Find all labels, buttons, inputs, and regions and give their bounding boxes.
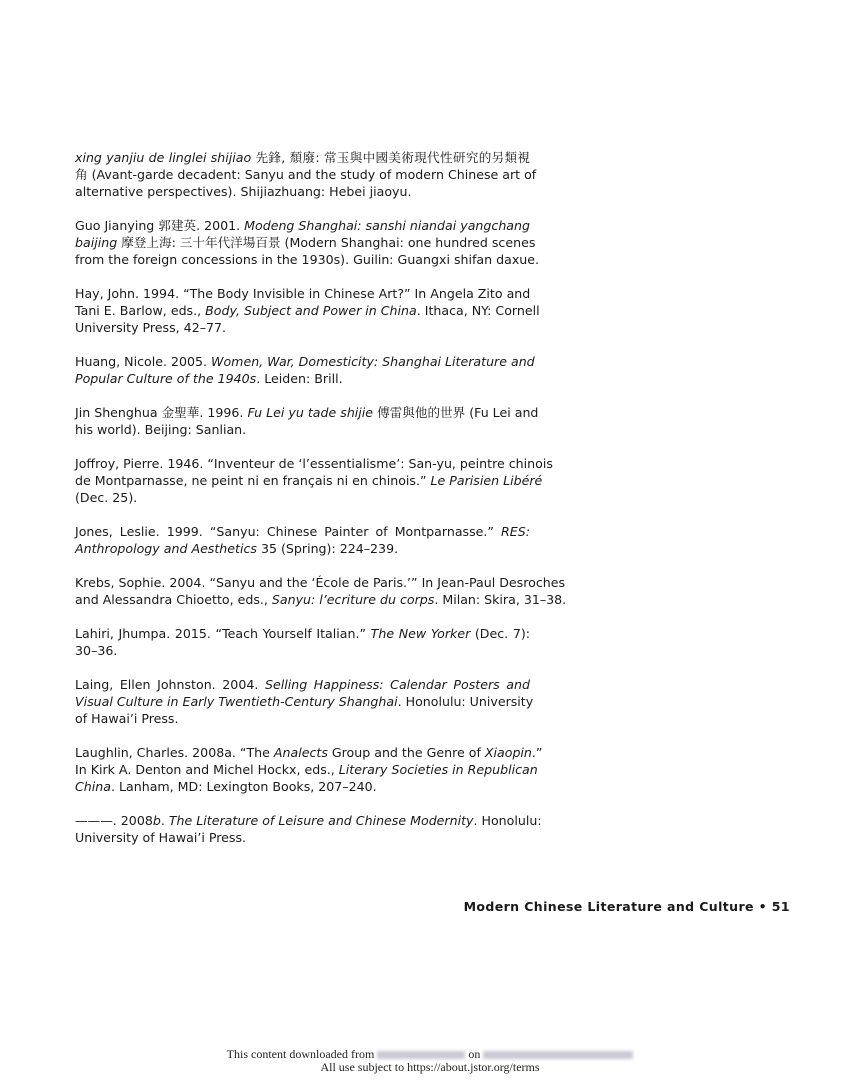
reference-line	[75, 404, 539, 421]
reference-line	[75, 642, 530, 659]
italic-title-text: baijing	[75, 235, 122, 250]
reference-text: de Montparnasse, ne peint ni en français ni en chinois.”	[75, 473, 431, 488]
reference-line	[75, 829, 530, 846]
italic-title-text: Analects	[273, 745, 328, 760]
reference-text: .”	[531, 745, 543, 760]
reference-line	[75, 285, 530, 302]
reference-line	[75, 353, 535, 370]
reference-line	[75, 710, 530, 727]
reference-text: Huang, Nicole. 2005.	[75, 354, 212, 369]
reference-text: . Honolulu: University	[397, 694, 534, 709]
italic-title-text: Modeng Shanghai: sanshi niandai yangchang	[244, 218, 530, 233]
reference-line	[75, 523, 530, 540]
reference-text: 傅雷與他的世界 (Fu Lei and	[373, 405, 539, 420]
reference-entry	[75, 625, 530, 659]
italic-title-text: Anthropology and Aesthetics	[75, 541, 257, 556]
reference-text: 摩登上海: 三十年代洋場百景 (Modern Shanghai: one hundred scenes	[121, 235, 536, 250]
reference-text: Laing, Ellen Johnston. 2004.	[75, 677, 265, 692]
reference-text: from the foreign concessions in the 1930s). Guilin: Guangxi shifan daxue.	[75, 252, 540, 267]
reference-line	[75, 744, 543, 761]
reference-line	[75, 489, 530, 506]
italic-title-text: xing yanjiu de linglei shijiao	[75, 150, 256, 165]
reference-line	[75, 540, 530, 557]
reference-text: 先鋒, 頹廢: 常玉與中國美術現代性研究的另類視	[255, 150, 530, 165]
reference-entry	[75, 285, 540, 336]
italic-title-text: Literary Societies in Republican	[338, 762, 538, 777]
reference-line	[75, 319, 530, 336]
reference-line	[75, 778, 530, 795]
reference-text: Jones, Leslie. 1999. “Sanyu: Chinese Painter of Montparnasse.”	[75, 524, 502, 539]
reference-entry	[75, 523, 530, 557]
redacted-ip	[377, 1051, 465, 1059]
reference-text: Guo Jianying 郭建英. 2001.	[75, 218, 245, 233]
reference-line	[75, 761, 538, 778]
reference-text: In Kirk A. Denton and Michel Hockx, eds.,	[75, 762, 339, 777]
reference-text: his world). Beijing: Sanlian.	[75, 422, 247, 437]
download-notice	[0, 1048, 860, 1074]
reference-text: University of Hawai’i Press.	[75, 830, 247, 845]
reference-text: Krebs, Sophie. 2004. “Sanyu and the ‘École de Paris.’” In Jean-Paul Desroches	[75, 575, 566, 590]
redacted-date	[483, 1051, 633, 1059]
italic-title-text: Xiaopin	[484, 745, 532, 760]
italic-title-text: Body, Subject and Power in China	[205, 303, 417, 318]
italic-title-text: Visual Culture in Early Twentieth-Century Shanghai	[75, 694, 398, 709]
reference-text: Lahiri, Jhumpa. 2015. “Teach Yourself Italian.”	[75, 626, 371, 641]
reference-text: of Hawai’i Press.	[75, 711, 179, 726]
reference-text: . Ithaca, NY: Cornell	[416, 303, 540, 318]
reference-text: (Dec. 25).	[75, 490, 138, 505]
italic-title-text: China	[75, 779, 111, 794]
italic-title-text: Sanyu: l’ecriture du corps	[271, 592, 435, 607]
reference-line	[75, 149, 530, 166]
reference-text: Jin Shenghua 金聖華. 1996.	[75, 405, 248, 420]
reference-line	[75, 370, 530, 387]
reference-entry	[75, 812, 542, 846]
reference-line	[75, 302, 540, 319]
reference-list	[75, 149, 567, 863]
reference-text: . Milan: Skira, 31–38.	[434, 592, 567, 607]
italic-title-text: Women, War, Domesticity: Shanghai Literature and	[211, 354, 535, 369]
italic-title-text: The New Yorker	[370, 626, 471, 641]
reference-entry	[75, 744, 543, 795]
reference-line	[75, 166, 537, 183]
reference-text: (Dec. 7):	[470, 626, 530, 641]
italic-title-text: Fu Lei yu tade shijie	[247, 405, 374, 420]
reference-text: ———. 2008	[75, 813, 153, 828]
reference-line	[75, 676, 530, 693]
running-head-page-number: Modern Chinese Literature and Culture • 51	[463, 899, 790, 914]
reference-text: 角 (Avant-garde decadent: Sanyu and the study of modern Chinese art of	[75, 167, 537, 182]
italic-title-text: RES:	[501, 524, 530, 539]
reference-text: .	[160, 813, 169, 828]
reference-entry	[75, 676, 534, 727]
reference-text: Hay, John. 1994. “The Body Invisible in Chinese Art?” In Angela Zito and	[75, 286, 531, 301]
reference-line	[75, 183, 530, 200]
reference-text: . Lanham, MD: Lexington Books, 207–240.	[110, 779, 377, 794]
italic-title-text: Selling Happiness: Calendar Posters and	[264, 677, 530, 692]
reference-entry	[75, 149, 537, 200]
reference-line	[75, 251, 540, 268]
reference-line	[75, 812, 542, 829]
reference-entry	[75, 404, 539, 438]
reference-text: alternative perspectives). Shijiazhuang: Hebei jiaoyu.	[75, 184, 412, 199]
reference-text: . Honolulu:	[473, 813, 542, 828]
italic-title-text: Popular Culture of the 1940s	[75, 371, 257, 386]
reference-text: and Alessandra Chioetto, eds.,	[75, 592, 272, 607]
italic-title-text: The Literature of Leisure and Chinese Modernity	[168, 813, 474, 828]
reference-line	[75, 472, 543, 489]
reference-line	[75, 693, 534, 710]
reference-line	[75, 591, 567, 608]
reference-entry	[75, 217, 540, 268]
reference-entry	[75, 574, 567, 608]
reference-line	[75, 455, 553, 472]
download-line-2: All use subject to https://about.jstor.org/terms	[320, 1060, 540, 1074]
italic-title-text: b	[152, 813, 161, 828]
reference-line	[75, 625, 530, 642]
reference-text: 30–36.	[75, 643, 118, 658]
reference-entry	[75, 455, 553, 506]
reference-line	[75, 421, 530, 438]
reference-line	[75, 217, 530, 234]
reference-text: 35 (Spring): 224–239.	[256, 541, 399, 556]
reference-text: University Press, 42–77.	[75, 320, 227, 335]
reference-text: . Leiden: Brill.	[256, 371, 343, 386]
reference-line	[75, 234, 536, 251]
reference-text: Group and the Genre of	[327, 745, 485, 760]
reference-text: Laughlin, Charles. 2008a. “The	[75, 745, 274, 760]
reference-text: Tani E. Barlow, eds.,	[75, 303, 206, 318]
reference-text: Joffroy, Pierre. 1946. “Inventeur de ‘l’essentialisme’: San-yu, peintre chinois	[75, 456, 553, 471]
italic-title-text: Le Parisien Libéré	[430, 473, 543, 488]
reference-line	[75, 574, 566, 591]
reference-entry	[75, 353, 535, 387]
download-line-1: This content downloaded from on	[0, 1048, 860, 1061]
